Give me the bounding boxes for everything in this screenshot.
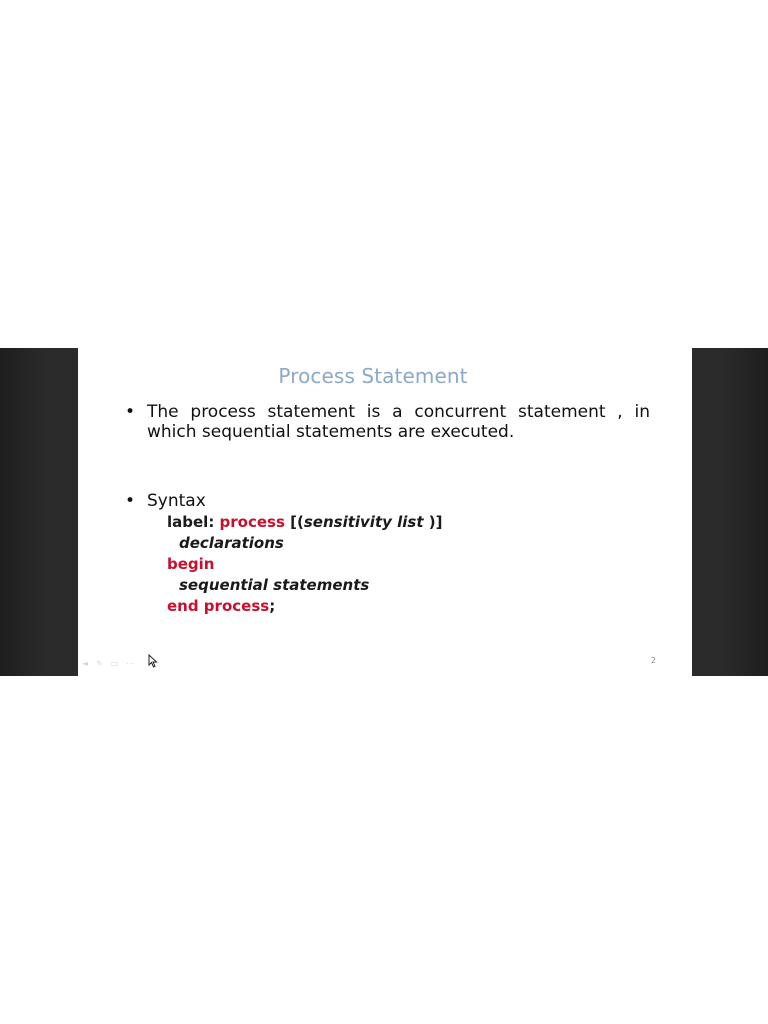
syntax-open-bracket: [( <box>284 513 304 531</box>
slideshow-toolbar[interactable] <box>82 659 134 668</box>
syntax-line-1 <box>167 512 442 533</box>
bullet-marker: • <box>125 402 136 422</box>
syntax-line-3: begin <box>167 555 215 573</box>
bullet-text: The process statement is a concurrent statement , in which sequential statements are executed. <box>147 402 650 442</box>
bullet-description <box>125 402 650 442</box>
bullet-text: Syntax <box>147 491 206 511</box>
syntax-semicolon: ; <box>269 597 276 615</box>
syntax-line-2: declarations <box>179 534 284 552</box>
syntax-end-process-keyword: end process <box>167 597 270 615</box>
syntax-label: label: <box>167 513 220 531</box>
bullet-marker: • <box>125 491 136 511</box>
arrow-icon[interactable]: ◄ <box>82 659 89 668</box>
syntax-process-keyword: process <box>219 513 285 531</box>
more-icon[interactable]: ⋯ <box>126 659 135 668</box>
pen-icon[interactable]: ✎ <box>96 659 103 668</box>
syntax-sensitivity-list: sensitivity list <box>303 513 424 531</box>
syntax-close-bracket: )] <box>423 513 443 531</box>
slide <box>78 348 692 676</box>
bullet-syntax <box>125 491 206 511</box>
syntax-line-4: sequential statements <box>179 576 370 594</box>
page-number: 2 <box>650 656 656 665</box>
slide-title: Process Statement <box>278 364 468 388</box>
video-frame <box>0 348 768 676</box>
mouse-cursor-icon <box>148 654 160 668</box>
syntax-line-5 <box>167 596 275 617</box>
slides-icon[interactable]: ▭ <box>110 659 119 668</box>
